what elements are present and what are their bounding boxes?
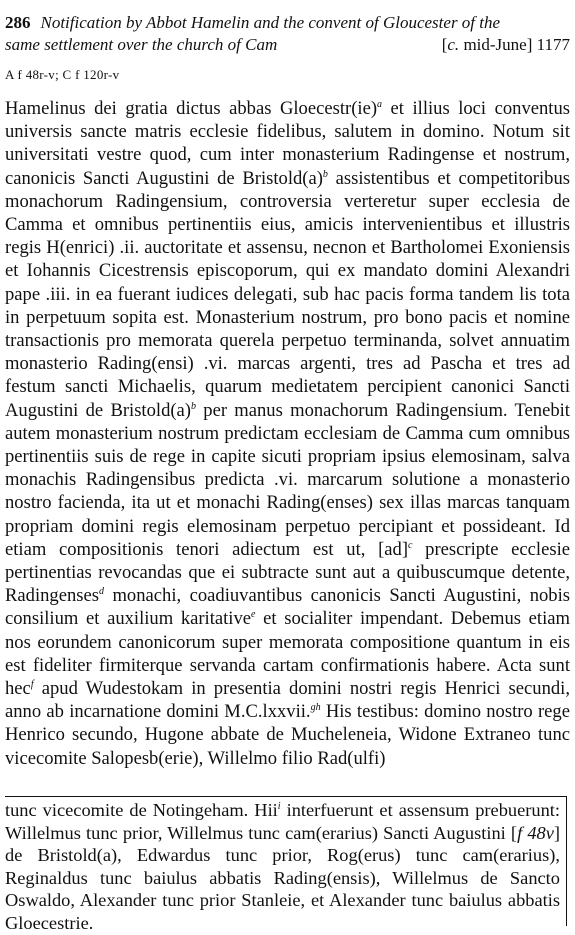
- footnote-marker: i: [277, 800, 281, 812]
- witness-list: [5, 799, 560, 935]
- date-rest: mid-June] 1177: [459, 35, 570, 54]
- text-segment: prescripte ecclesie pertinentias revocandas que ei subtracte sunt aut a quibuscumque detente, Radingenses: [5, 538, 570, 607]
- text-segment: His testibus: domino nostro rege Henrico secundo, Hugone abbate de Mucheleneia, Widone Extraneo tunc vicecomite Salopesb(erie), Willelmo filio Rad(ulfi): [5, 701, 570, 769]
- text-segment: ] de Bristold(a), Edwardus tunc prior, Rog(erus) tunc cam(erarius), Reginaldus tunc baiulus abbatis Rading(ensis), Willelmus de Sancto Oswaldo, Alexander tunc prior Stanleie, et Alexander tunc baiulus abbatis Gloecestrie.: [5, 822, 560, 933]
- folio-reference: f 48v: [517, 822, 554, 843]
- text-segment: tunc vicecomite de Notingeham. Hii: [5, 800, 278, 820]
- document-date: [442, 34, 570, 56]
- text-segment: interfuerunt et assensum prebuerunt: Willelmus tunc prior, Willelmus tunc cam(erarius) Sancti Augustini [: [5, 800, 560, 843]
- document-heading: [5, 12, 570, 34]
- text-segment: et socialiter impendant. Debemus etiam nos eorundem canonicorum super memorata compositione quantum in eis est fideliter firmiterque servanda cartam confirmationis habere. Acta sunt hec: [5, 608, 570, 700]
- footnote-marker: c: [408, 539, 413, 551]
- footnote-marker: f: [30, 678, 34, 690]
- footnote-marker: gh: [310, 702, 321, 714]
- footnote-marker: b: [322, 168, 328, 180]
- charter-text: [5, 97, 570, 770]
- text-segment: monachi, coadiuvantibus canonicis Sancti Augustini, nobis consilium et auxilium karitative: [5, 585, 570, 630]
- text-segment: apud Wudestokam in presentia domini nostri regis Henrici secundi, anno ab incarnatione domini M.C.lxxvii.: [5, 678, 570, 723]
- document-heading-line2: [5, 34, 570, 56]
- footnote-marker: a: [377, 98, 383, 110]
- footnote-marker: d: [99, 586, 104, 598]
- text-segment: assistentibus et competitoribus monachorum Radingensium, controversia verteretur super ecclesia de Camma et omnibus pertinentiis eius, amicis intervenientibus et illustris regis H(enrici) .ii. auctoritate et assensu, necnon et Bartholomei Exoniensis et Iohannis Cicestrensis episcoporum, qui ex mandato domini Alexandri pape .iii. in ea fuerant iudices delegati, sub hac pacis forma tandem lis tota in perpetuum sopita est. Monasterium nostrum, pro bono pacis et nomine transactionis pro memorata querela perpetuo terminanda, solvet annuatim monasterio Rading(ensi) .vi. marcas argenti, tres ad Pascha et tres ad festum sancti Michaelis, quarum medietatem percipient canonici Sancti Augustini de Bristold(a): [5, 167, 570, 421]
- date-bracket: [: [441, 35, 448, 54]
- heading-title-line2: same settlement over the church of Cam: [5, 35, 278, 54]
- text-segment: per manus monachorum Radingensium. Tenebit autem monasterium nostrum predictam ecclesiam de Camma cum omnibus pertinentiis suis de rege in capite sicuti propriam ipsius elemosinam, salva monachis Radingensibus predicta .vi. marcarum solutione a monasterio nostro facienda, ita ut et monachi Rading(enses) sex illas marcas tanquam propriam domini regis elemosinam perpetuo percipiant et possideant. Id etiam compositionis tenori adiectum est ut, [ad]: [5, 399, 570, 560]
- document-number: 286: [5, 13, 31, 32]
- heading-title-line1: Notification by Abbot Hamelin and the convent of Gloucester of the: [40, 13, 501, 32]
- continuation-block: [5, 796, 567, 933]
- text-segment: Hamelinus dei gratia dictus abbas Gloecestr(ie): [5, 98, 378, 119]
- document-page: [5, 12, 570, 770]
- footnote-marker: e: [251, 609, 256, 621]
- footnote-marker: b: [191, 400, 196, 412]
- text-segment: et illius loci conventus universis sancte matris ecclesie fidelibus, salutem in domino. Notum sit universitati vestre quod, cum inter monasterium Radingense et nostrum, canonicis Sancti Augustini de Bristold(a): [5, 98, 570, 189]
- date-circa: c.: [447, 35, 460, 54]
- manuscript-sources: A f 48r-v; C f 120r-v: [5, 67, 120, 82]
